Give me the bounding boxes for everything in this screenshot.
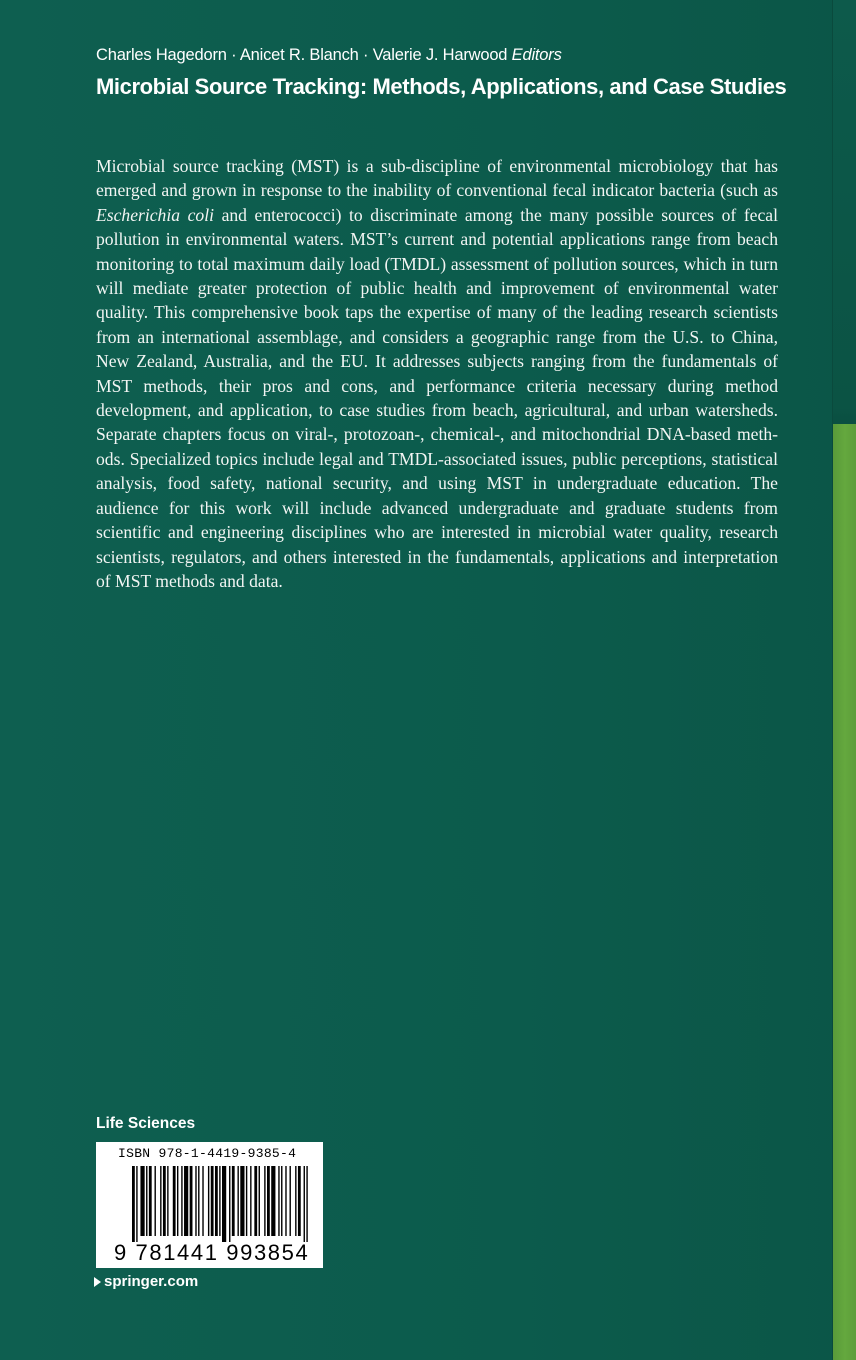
barcode-bar — [211, 1166, 214, 1236]
barcode-bar — [229, 1166, 230, 1242]
barcode-bar — [198, 1166, 199, 1236]
isbn-text: ISBN 978-1-4419-9385-4 — [118, 1146, 297, 1161]
barcode-bar — [195, 1166, 196, 1236]
barcode-bar — [202, 1166, 203, 1236]
barcode-bar — [304, 1166, 305, 1242]
description-italic: Escherichia coli — [96, 204, 214, 225]
barcode-bar — [184, 1166, 188, 1236]
barcode-bar — [219, 1166, 220, 1236]
barcode-bar — [149, 1166, 152, 1236]
barcode-bar — [240, 1166, 244, 1236]
barcode-bar — [132, 1166, 135, 1242]
barcode-bar — [237, 1166, 238, 1236]
editors-role: Editors — [511, 46, 562, 64]
barcode — [96, 1142, 323, 1268]
barcode-bar — [254, 1166, 257, 1236]
barcode-bar — [264, 1166, 265, 1236]
spine-edge — [832, 0, 856, 1360]
barcode-bar — [167, 1166, 168, 1236]
barcode-bar — [290, 1166, 291, 1236]
spine-green-band — [833, 424, 856, 1360]
barcode-bar — [298, 1166, 301, 1236]
book-title: Microbial Source Tracking: Methods, Applications, and Case Studies — [96, 74, 787, 99]
barcode-bar — [215, 1166, 218, 1236]
arrow-right-icon — [94, 1277, 101, 1287]
series-label: Life Sciences — [96, 1115, 196, 1132]
barcode-bar — [306, 1166, 307, 1242]
description-text-1: Microbial source tracking (MST) is a sub-discipline of environmental microbiology that has emerged and grown in response to the inability of conventional fecal indicator bacteria (such as — [96, 156, 778, 201]
editors-names: Charles Hagedorn · Anicet R. Blanch · Valerie J. Harwood — [96, 46, 508, 64]
barcode-bar — [136, 1166, 137, 1242]
barcode-bar — [285, 1166, 286, 1236]
barcode-bar — [232, 1166, 235, 1236]
barcode-bar — [278, 1166, 279, 1236]
publisher-link[interactable] — [94, 1273, 198, 1290]
barcode-bar — [173, 1166, 176, 1236]
barcode-bar — [295, 1166, 296, 1236]
description-paragraph — [96, 154, 778, 593]
barcode-bar — [281, 1166, 282, 1236]
barcode-bar — [259, 1166, 260, 1236]
barcode-bar — [177, 1166, 178, 1236]
barcode-bar — [250, 1166, 251, 1236]
barcode-bar — [267, 1166, 270, 1236]
publisher-url: springer.com — [104, 1273, 199, 1290]
barcode-bar — [155, 1166, 156, 1236]
barcode-bar — [163, 1166, 166, 1236]
barcode-bar — [246, 1166, 247, 1236]
barcode-digits: 9 781441 993854 — [114, 1240, 310, 1265]
book-description — [96, 154, 778, 593]
barcode-bar — [140, 1166, 144, 1236]
barcode-bar — [160, 1166, 161, 1236]
description-text-2: and enterococci) to discriminate among the many possible sources of fecal pollution in environmental waters. MST’s current and potential applications range from beach monitoring to total maximum daily load (TMDL) assessment of pollution sources, which in turn will mediate greater protection of public health and improvement of environmental water quality. This comprehensive book taps the expertise of many of the leading research scientists from an international assemblage, and considers a geographic range from the U.S. to China, New Zealand, Australia, and the EU. It addresses subjects ranging from the fundamentals of MST methods, their pros and cons, and performance criteria necessary during method development, and application, to case studies from beach, agricultural, and urban watersheds. Separate chapters focus on viral-, protozoan-, chemical-, and mitochondrial DNA-based methods. Specialized topics include legal and TMDL-associated issues, public perceptions, statistical analysis, food safety, national security, and using MST in undergraduate education. The audience for this work will include advanced undergraduate and graduate students from scientific and engineering disciplines who are interested in microbial water quality, research scientists, regulators, and others interested in the fundamentals, applications and interpretation of MST methods and data. — [96, 204, 778, 591]
barcode-bar — [208, 1166, 209, 1236]
barcode-bars — [132, 1166, 312, 1242]
barcode-bar — [222, 1166, 226, 1242]
barcode-bar — [271, 1166, 275, 1236]
barcode-bar — [190, 1166, 193, 1236]
barcode-bar — [146, 1166, 147, 1236]
barcode-bar — [181, 1166, 182, 1236]
editors-line — [96, 46, 562, 65]
